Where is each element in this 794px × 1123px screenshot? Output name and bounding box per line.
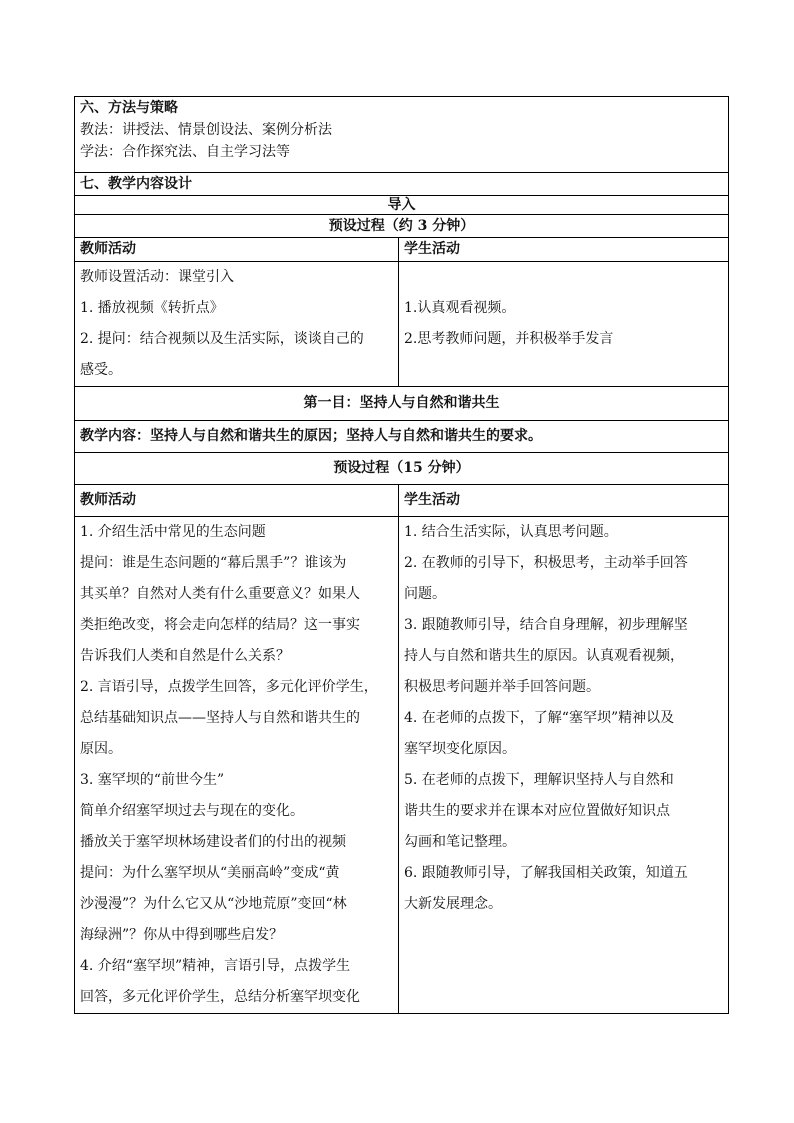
- part1-teacher-line: 简单介绍塞罕坝过去与现在的变化。: [80, 803, 304, 819]
- part1-student-line: 1. 结合生活实际，认真思考问题。: [404, 524, 618, 540]
- section-7-row: [75, 173, 729, 196]
- intro-title: 导入: [387, 197, 416, 213]
- intro-teacher-activities: [75, 262, 399, 387]
- part1-student-line: 持人与自然和谐共生的原因。认真观看视频，: [404, 648, 684, 664]
- section-6-heading: 六、方法与策略: [80, 100, 178, 116]
- part1-student-line: 4. 在老师的点拨下，了解“塞罕坝”精神以及: [404, 710, 675, 726]
- intro-student-line: 1.认真观看视频。: [404, 300, 516, 316]
- part1-title: 第一目：坚持人与自然和谐共生: [303, 395, 500, 411]
- part1-title-row: [75, 387, 729, 421]
- part1-student-line: 6. 跟随教师引导，了解我国相关政策，知道五: [404, 865, 688, 881]
- part1-teacher-activities: [75, 517, 399, 1014]
- teaching-methods: 教法：讲授法、情景创设法、案例分析法: [80, 122, 332, 138]
- intro-student-header: 学生活动: [404, 241, 460, 257]
- part1-teacher-line: 1. 介绍生活中常见的生态问题: [80, 524, 266, 540]
- part1-teacher-line: 2. 言语引导，点拨学生回答，多元化评价学生，: [80, 679, 378, 695]
- intro-teacher-header: 教师活动: [80, 241, 136, 257]
- part1-header-row: [75, 485, 729, 517]
- part1-teacher-line: 原因。: [80, 741, 122, 757]
- intro-title-row: [75, 196, 729, 215]
- part1-teacher-line: 海绿洲”？你从中得到哪些启发？: [80, 927, 284, 943]
- part1-content: 教学内容：坚持人与自然和谐共生的原因；坚持人与自然和谐共生的要求。: [80, 428, 542, 444]
- intro-activities-row: [75, 262, 729, 387]
- intro-student-line: 2.思考教师问题，并积极举手发言: [404, 331, 614, 347]
- intro-teacher-line: 1. 播放视频《转折点》: [80, 300, 224, 316]
- learning-methods: 学法：合作探究法、自主学习法等: [80, 144, 290, 160]
- part1-student-header: 学生活动: [404, 492, 460, 508]
- part1-teacher-line: 3. 塞罕坝的“前世今生”: [80, 772, 225, 788]
- part1-teacher-line: 4. 介绍“塞罕坝”精神，言语引导，点拨学生: [80, 958, 351, 974]
- part1-student-line: 5. 在老师的点拨下，理解识坚持人与自然和: [404, 772, 674, 788]
- part1-teacher-line: 其买单？自然对人类有什么重要意义？如果人: [80, 586, 360, 602]
- part1-teacher-line: 提问：谁是生态问题的“幕后黑手”？谁该为: [80, 555, 347, 571]
- part1-student-activities: [399, 517, 729, 1014]
- part1-student-line: 大新发展理念。: [404, 896, 502, 912]
- part1-process-row: [75, 453, 729, 485]
- part1-student-line: 谐共生的要求并在课本对应位置做好知识点: [404, 803, 670, 819]
- methods-row: [75, 97, 729, 173]
- part1-teacher-line: 告诉我们人类和自然是什么关系？: [80, 648, 290, 664]
- part1-student-line: 积极思考问题并举手回答问题。: [404, 679, 600, 695]
- intro-teacher-line: 2. 提问：结合视频以及生活实际，谈谈自己的: [80, 331, 364, 347]
- intro-header-row: [75, 238, 729, 262]
- part1-process: 预设过程（15 分钟）: [333, 460, 470, 476]
- part1-teacher-line: 类拒绝改变，将会走向怎样的结局？这一事实: [80, 617, 360, 633]
- part1-teacher-header: 教师活动: [80, 492, 136, 508]
- part1-student-line: 3. 跟随教师引导，结合自身理解，初步理解坚: [404, 617, 688, 633]
- part1-student-line: 问题。: [404, 586, 446, 602]
- intro-teacher-line: 感受。: [80, 362, 122, 378]
- part1-teacher-line: 回答，多元化评价学生，总结分析塞罕坝变化: [80, 989, 360, 1005]
- part1-teacher-line: 播放关于塞罕坝林场建设者们的付出的视频: [80, 834, 346, 850]
- intro-process: 预设过程（约 3 分钟）: [328, 218, 475, 234]
- part1-content-row: [75, 421, 729, 453]
- section-7-heading: 七、教学内容设计: [80, 176, 192, 192]
- intro-student-spacer: [404, 262, 723, 293]
- part1-activities-row: [75, 517, 729, 1014]
- part1-teacher-line: 提问：为什么塞罕坝从“美丽高岭”变成“黄: [80, 865, 340, 881]
- part1-teacher-line: 总结基础知识点——坚持人与自然和谐共生的: [80, 710, 360, 726]
- intro-process-row: [75, 215, 729, 238]
- intro-teacher-line: 教师设置活动：课堂引入: [80, 269, 234, 285]
- part1-student-line: 勾画和笔记整理。: [404, 834, 516, 850]
- part1-student-line: 2. 在教师的引导下，积极思考，主动举手回答: [404, 555, 688, 571]
- lesson-plan-table: [74, 96, 729, 1014]
- part1-teacher-line: 沙漫漫”？为什么它又从“沙地荒原”变回“林: [80, 896, 347, 912]
- part1-student-line: 塞罕坝变化原因。: [404, 741, 516, 757]
- intro-student-activities: [399, 262, 729, 387]
